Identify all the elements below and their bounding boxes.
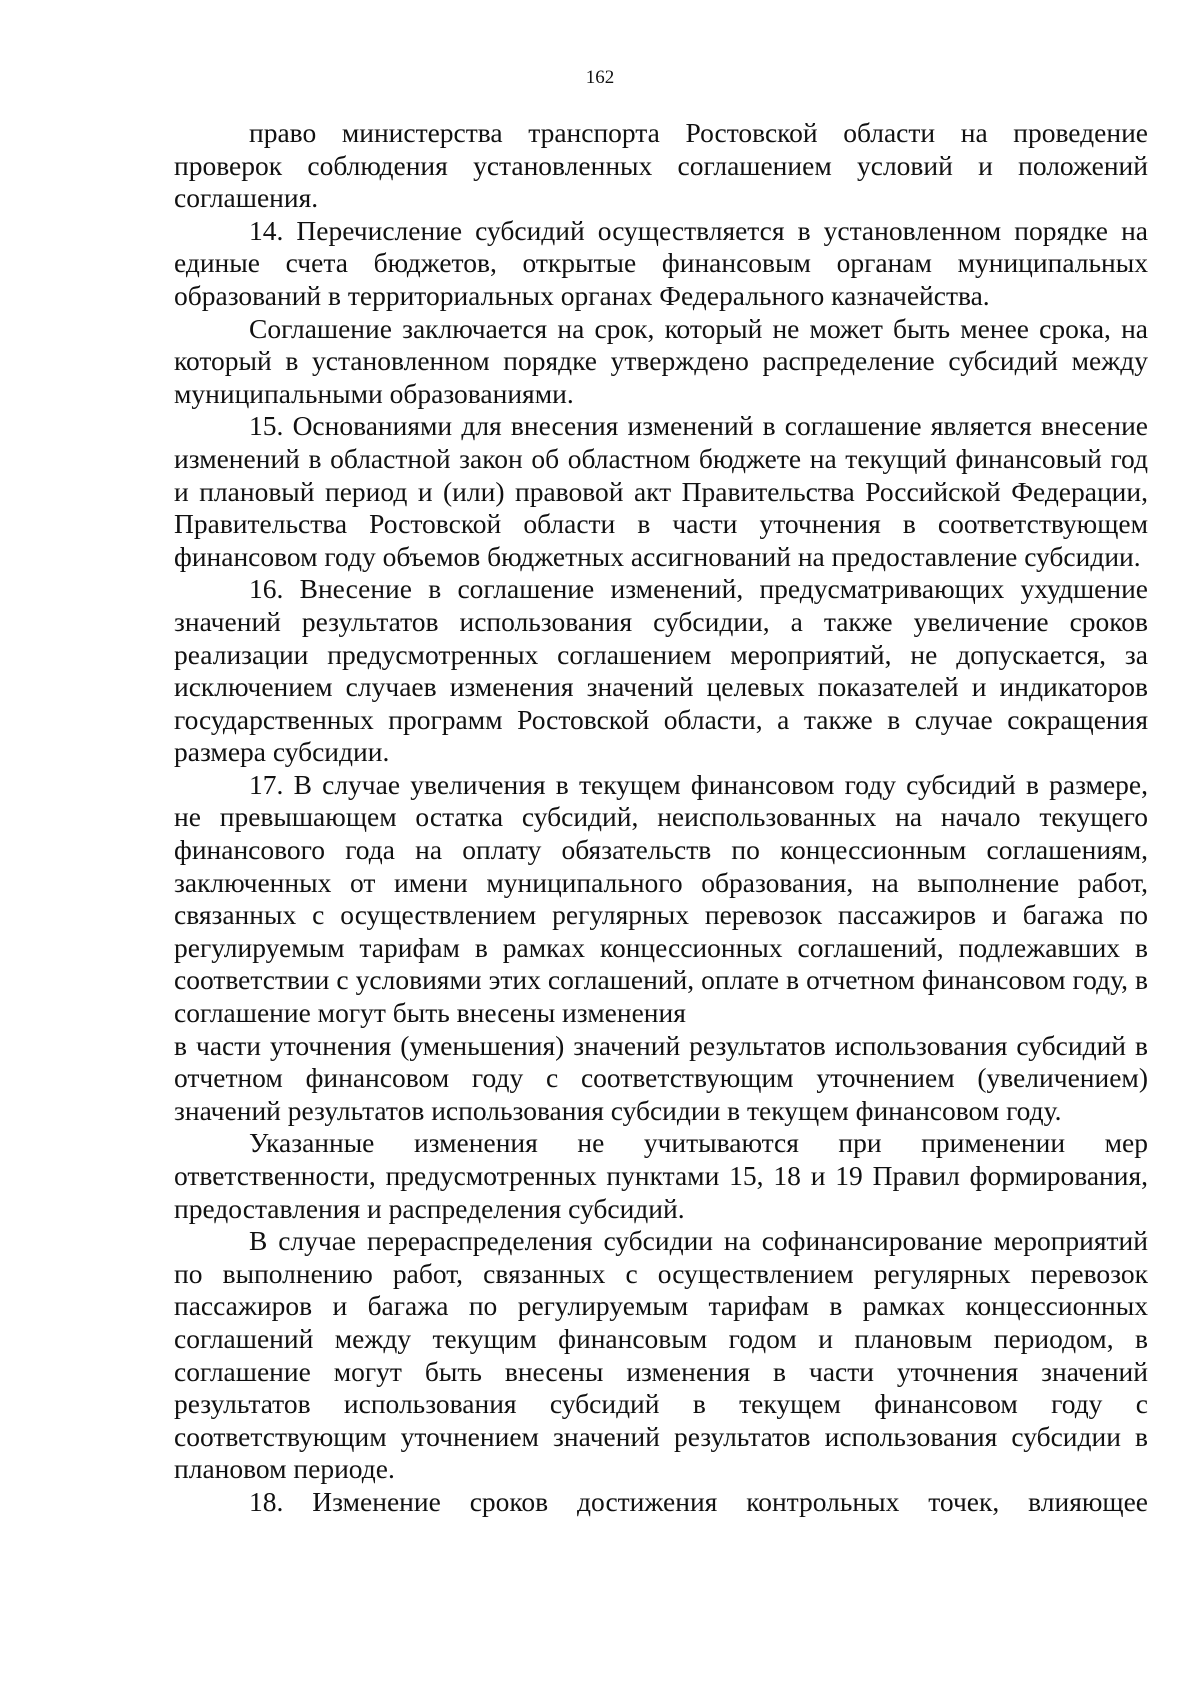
paragraph-continuation: право министерства транспорта Ростовской области на проведение проверок соблюдения установленных соглашением условий и положений соглашения. [174, 117, 1148, 214]
paragraph-changes-not-counted: Указанные изменения не учитываются при применении мер ответственности, предусмотренных пунктами 15, 18 и 19 Правил формирования, предоставления и распределения субсидий. [174, 1127, 1148, 1224]
paragraph-item-15: 15. Основаниями для внесения изменений в соглашение является внесение изменений в областной закон об областном бюджете на текущий финансовый год и плановый период и (или) правовой акт Правительства Российской Федерации, Правительства Ростовской области в части уточнения в соответствующем финансовом году объемов бюджетных ассигнований на предоставление субсидии. [174, 410, 1148, 572]
paragraph-item-17-continued: в части уточнения (уменьшения) значений результатов использования субсидий в отчетном финансовом году с соответствующим уточнением (увеличением) значений результатов использования субсидии в текущем финансовом году. [174, 1029, 1148, 1126]
paragraph-agreement-term: Соглашение заключается на срок, который не может быть менее срока, на который в установленном порядке утверждено распределение субсидий между муниципальными образованиями. [174, 312, 1148, 409]
paragraph-item-17: 17. В случае увеличения в текущем финансовом году субсидий в размере, не превышающем остатка субсидий, неиспользованных на начало текущего финансового года на оплату обязательств по концессионным соглашениям, заключенных от имени муниципального образования, на выполнение работ, связанных с осуществлением регулярных перевозок пассажиров и багажа по регулируемым тарифам в рамках концессионных соглашений, подлежавших в соответствии с условиями этих соглашений, оплате в отчетном финансовом году, в соглашение могут быть внесены изменения [174, 768, 1148, 1029]
paragraph-item-18: 18. Изменение сроков достижения контрольных точек, влияющее [249, 1485, 1148, 1517]
paragraph-item-14: 14. Перечисление субсидий осуществляется в установленном порядке на единые счета бюджетов, открытые финансовым органам муниципальных образований в территориальных органах Федерального казначейства. [174, 214, 1148, 311]
document-body [174, 117, 1148, 1519]
paragraph-item-16: 16. Внесение в соглашение изменений, предусматривающих ухудшение значений результатов использования субсидии, а также увеличение сроков реализации предусмотренных соглашением мероприятий, не допускается, за исключением случаев изменения значений целевых показателей и индикаторов государственных программ Ростовской области, а также в случае сокращения размера субсидии. [174, 573, 1148, 768]
paragraph-redistribution: В случае перераспределения субсидии на софинансирование мероприятий по выполнению работ, связанных с осуществлением регулярных перевозок пассажиров и багажа по регулируемым тарифам в рамках концессионных соглашений между текущим финансовым годом и плановым периодом, в соглашение могут быть внесены изменения в части уточнения значений результатов использования субсидий в текущем финансовом году с соответствующим уточнением значений результатов использования субсидии в плановом периоде. [174, 1225, 1148, 1485]
page-number: 162 [585, 67, 615, 88]
